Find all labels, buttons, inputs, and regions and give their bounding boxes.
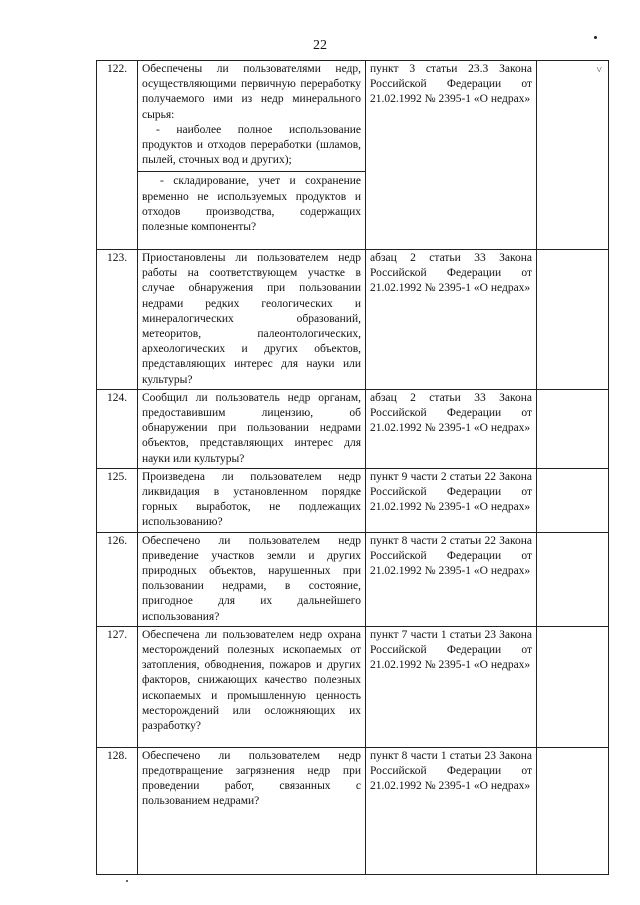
question-intro: Обеспечены ли пользователями недр, осуществляющими первичную переработку получаемого ими из недр минерального сырья: [142, 63, 361, 121]
question-cell [138, 61, 366, 250]
table-row [97, 389, 609, 468]
page-number: 22 [313, 38, 327, 53]
legal-reference: пункт 7 части 1 статьи 23 Закона Российской Федерации от 21.02.1992 № 2395-1 «О недрах» [366, 626, 537, 747]
legal-reference: абзац 2 статьи 33 Закона Российской Федерации от 21.02.1992 № 2395-1 «О недрах» [366, 250, 537, 390]
legal-reference: пункт 8 части 2 статьи 22 Закона Российской Федерации от 21.02.1992 № 2395-1 «О недрах» [366, 532, 537, 626]
answer-cell[interactable] [537, 468, 609, 532]
row-number: 123. [97, 250, 138, 390]
answer-cell[interactable] [537, 532, 609, 626]
row-number: 127. [97, 626, 138, 747]
answer-cell[interactable] [537, 250, 609, 390]
legal-reference: пункт 3 статьи 23.3 Закона Российской Федерации от 21.02.1992 № 2395-1 «О недрах» [366, 61, 537, 250]
question-item: - наиболее полное использование продуктов и отходов переработки (шламов, пылей, сточных вод и других); [142, 123, 361, 167]
row-number: 122. [97, 61, 138, 250]
answer-cell[interactable] [537, 61, 609, 250]
table-row [97, 61, 609, 250]
question-text: Обеспечена ли пользователем недр охрана месторождений полезных ископаемых от затопления, обводнения, пожаров и других факторов, снижающих качество полезных ископаемых и промышленную ценность месторождений или осложняющих их разработку? [138, 626, 366, 747]
answer-cell[interactable] [537, 389, 609, 468]
row-number: 128. [97, 747, 138, 874]
row-number: 126. [97, 532, 138, 626]
legal-reference: пункт 9 части 2 статьи 22 Закона Российской Федерации от 21.02.1992 № 2395-1 «О недрах» [366, 468, 537, 532]
table-row [97, 532, 609, 626]
legal-reference: абзац 2 статьи 33 Закона Российской Федерации от 21.02.1992 № 2395-1 «О недрах» [366, 389, 537, 468]
checklist-table [96, 60, 609, 875]
answer-cell[interactable] [537, 626, 609, 747]
answer-cell[interactable] [537, 747, 609, 874]
row-number: 125. [97, 468, 138, 532]
table-row [97, 468, 609, 532]
question-text: Сообщил ли пользователь недр органам, предоставившим лицензию, об обнаружении при пользовании недрами объектов, представляющих интерес для науки или культуры? [138, 389, 366, 468]
question-text: Обеспечено ли пользователем недр предотвращение загрязнения недр при проведении работ, связанных с пользованием недрами? [138, 747, 366, 874]
question-text: Обеспечено ли пользователем недр приведение участков земли и других природных объектов, нарушенных при пользовании недрами, в состояние, пригодное для их дальнейшего использования? [138, 532, 366, 626]
check-mark-icon: ˅ [596, 65, 602, 76]
table-row [97, 747, 609, 874]
scan-dot [594, 36, 597, 39]
question-item: - складирование, учет и сохранение временно не используемых продуктов и отходов производства, содержащих полезные компоненты? [142, 175, 361, 234]
row-number: 124. [97, 389, 138, 468]
question-text: Произведена ли пользователем недр ликвидация в установленном порядке горных выработок, не подлежащих использованию? [138, 468, 366, 532]
legal-reference: пункт 8 части 1 статьи 23 Закона Российской Федерации от 21.02.1992 № 2395-1 «О недрах» [366, 747, 537, 874]
scan-speck [126, 880, 128, 882]
table-row [97, 626, 609, 747]
question-text: Приостановлены ли пользователем недр работы на соответствующем участке в случае обнаружения при пользовании недрами редких геологических и минералогических образований, метеоритов, палеонтологических, археологических и других объектов, представляющих интерес для науки или культуры? [138, 250, 366, 390]
table-row [97, 250, 609, 390]
